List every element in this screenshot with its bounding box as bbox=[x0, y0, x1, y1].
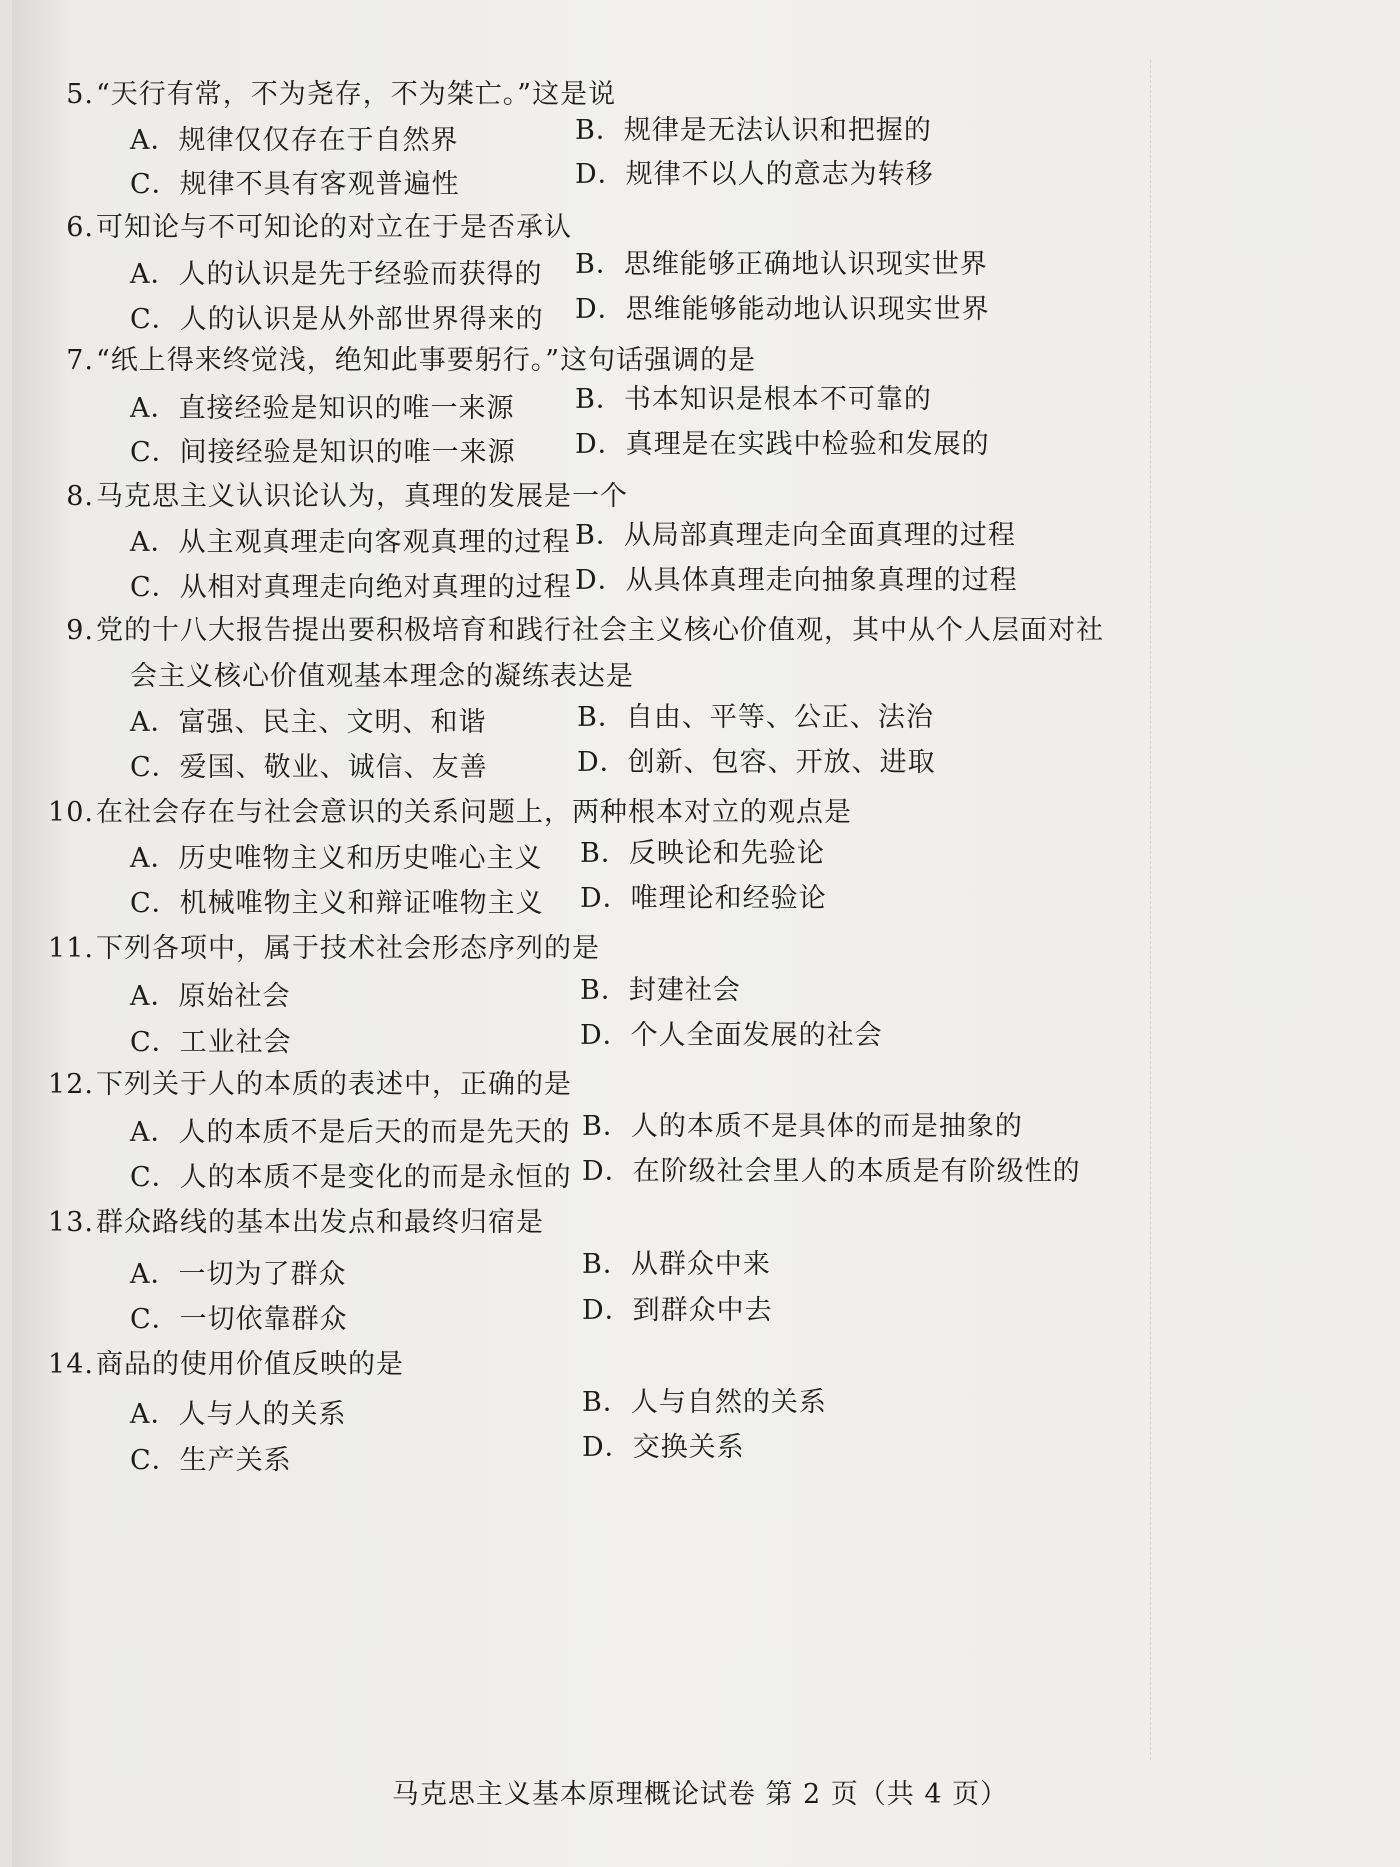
option-d: D．从具体真理走向抽象真理的过程 bbox=[575, 565, 1018, 596]
option-a: A．历史唯物主义和历史唯心主义 bbox=[130, 843, 543, 874]
option-a: A．富强、民主、文明、和谐 bbox=[130, 707, 487, 738]
option-b: B．封建社会 bbox=[580, 975, 741, 1006]
question-7 bbox=[46, 338, 756, 377]
question-stem: 下列关于人的本质的表述中，正确的是 bbox=[96, 1069, 572, 1100]
option-a: A．人的本质不是后天的而是先天的 bbox=[130, 1117, 571, 1148]
option-d: D．个人全面发展的社会 bbox=[580, 1020, 883, 1051]
option-c: C．从相对真理走向绝对真理的过程 bbox=[130, 572, 572, 603]
question-stem: “天行有常，不为尧存，不为桀亡。”这是说 bbox=[96, 79, 617, 110]
question-number: 8. bbox=[66, 481, 94, 512]
option-d: D．唯理论和经验论 bbox=[580, 883, 827, 914]
question-stem: 下列各项中，属于技术社会形态序列的是 bbox=[96, 933, 600, 964]
option-c: C．爱国、敬业、诚信、友善 bbox=[130, 752, 488, 783]
question-stem: 在社会存在与社会意识的关系问题上，两种根本对立的观点是 bbox=[96, 797, 852, 828]
question-stem: 可知论与不可知论的对立在于是否承认 bbox=[96, 212, 572, 243]
question-6 bbox=[46, 205, 572, 244]
option-d: D．真理是在实践中检验和发展的 bbox=[575, 429, 990, 460]
question-stem: 商品的使用价值反映的是 bbox=[96, 1349, 404, 1380]
question-number: 10. bbox=[48, 797, 94, 828]
question-8 bbox=[46, 474, 628, 513]
option-d: D．交换关系 bbox=[582, 1432, 745, 1463]
option-c: C．一切依靠群众 bbox=[130, 1304, 348, 1335]
question-9 bbox=[46, 608, 1104, 647]
option-d: D．创新、包容、开放、进取 bbox=[577, 747, 936, 778]
option-a: A．原始社会 bbox=[130, 981, 291, 1012]
option-b: B．规律是无法认识和把握的 bbox=[575, 115, 932, 146]
question-number: 14. bbox=[48, 1349, 94, 1380]
bleed-through-shadow bbox=[1150, 60, 1152, 1760]
question-stem: 马克思主义认识论认为，真理的发展是一个 bbox=[96, 481, 628, 512]
option-d: D．规律不以人的意志为转移 bbox=[575, 159, 934, 190]
option-b: B．思维能够正确地认识现实世界 bbox=[575, 249, 988, 280]
option-b: B．人的本质不是具体的而是抽象的 bbox=[582, 1111, 1023, 1142]
option-a: A．从主观真理走向客观真理的过程 bbox=[130, 527, 571, 558]
option-d: D．思维能够能动地认识现实世界 bbox=[575, 294, 990, 325]
option-c: C．工业社会 bbox=[130, 1027, 292, 1058]
option-a: A．人与人的关系 bbox=[130, 1399, 347, 1430]
question-number: 12. bbox=[48, 1069, 94, 1100]
option-a: A．规律仅仅存在于自然界 bbox=[130, 125, 459, 156]
option-d: D．到群众中去 bbox=[582, 1295, 773, 1326]
question-14 bbox=[46, 1342, 404, 1381]
option-d: D．在阶级社会里人的本质是有阶级性的 bbox=[582, 1156, 1081, 1187]
option-a: A．一切为了群众 bbox=[130, 1259, 347, 1290]
option-c: C．人的本质不是变化的而是永恒的 bbox=[130, 1162, 572, 1193]
question-number: 13. bbox=[48, 1207, 94, 1238]
question-number: 11. bbox=[48, 933, 94, 964]
option-c: C．规律不具有客观普遍性 bbox=[130, 169, 460, 200]
question-number: 5. bbox=[66, 79, 94, 110]
option-b: B．人与自然的关系 bbox=[582, 1387, 827, 1418]
option-c: C．机械唯物主义和辩证唯物主义 bbox=[130, 888, 544, 919]
option-b: B．书本知识是根本不可靠的 bbox=[575, 384, 932, 415]
question-10 bbox=[46, 790, 852, 829]
option-a: A．直接经验是知识的唯一来源 bbox=[130, 393, 515, 424]
question-number: 7. bbox=[66, 345, 94, 376]
question-stem: “纸上得来终觉浅，绝知此事要躬行。”这句话强调的是 bbox=[96, 345, 757, 376]
question-13 bbox=[46, 1200, 544, 1239]
option-c: C．人的认识是从外部世界得来的 bbox=[130, 304, 544, 335]
option-b: B．从群众中来 bbox=[582, 1249, 771, 1280]
question-number: 9. bbox=[66, 615, 94, 646]
option-c: C．生产关系 bbox=[130, 1445, 292, 1476]
option-b: B．自由、平等、公正、法治 bbox=[577, 702, 934, 733]
question-5 bbox=[46, 72, 616, 111]
question-number: 6. bbox=[66, 212, 94, 243]
page-footer: 马克思主义基本原理概论试卷 第 2 页（共 4 页） bbox=[391, 1779, 1009, 1810]
option-b: B．反映论和先验论 bbox=[580, 838, 825, 869]
question-stem: 党的十八大报告提出要积极培育和践行社会主义核心价值观，其中从个人层面对社 bbox=[96, 615, 1104, 646]
question-9-stem-continued: 会主义核心价值观基本理念的凝练表达是 bbox=[130, 661, 634, 692]
option-b: B．从局部真理走向全面真理的过程 bbox=[575, 520, 1016, 551]
question-11 bbox=[46, 926, 600, 965]
question-stem: 群众路线的基本出发点和最终归宿是 bbox=[96, 1207, 544, 1238]
option-a: A．人的认识是先于经验而获得的 bbox=[130, 259, 543, 290]
option-c: C．间接经验是知识的唯一来源 bbox=[130, 437, 516, 468]
question-12 bbox=[46, 1062, 572, 1101]
